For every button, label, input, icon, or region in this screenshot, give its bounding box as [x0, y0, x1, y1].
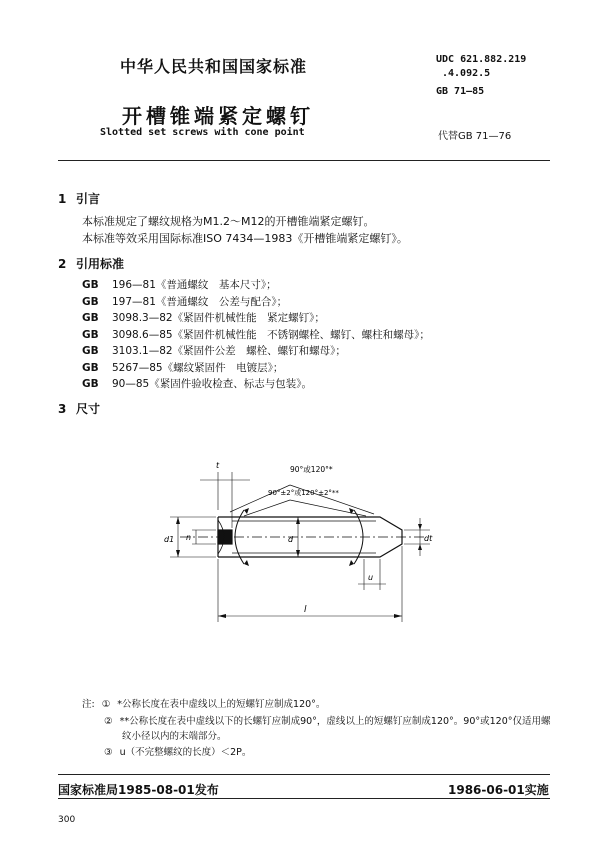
section-title: 尺寸 — [76, 402, 101, 416]
reference-item: GB 3103.1—82《紧固件公差 螺栓、螺钉和螺母》； — [82, 345, 346, 357]
label-d1: d1 — [164, 535, 175, 544]
gb-number: GB 71—85 — [436, 86, 485, 97]
section-1-paragraph-2: 本标准等效采用国际标准ISO 7434—1983《开槽锥端紧定螺钉》。 — [82, 232, 408, 245]
udc-line-2: .4.092.5 — [442, 68, 491, 79]
replaces-standard: 代替GB 71—76 — [438, 131, 512, 142]
section-number: 1 — [58, 192, 67, 206]
page-number: 300 — [58, 815, 76, 825]
arrowhead — [349, 560, 354, 566]
header-divider — [58, 160, 550, 161]
reference-item: GB 197—81《普通螺纹 公差与配合》； — [82, 295, 288, 308]
arrowhead — [244, 560, 249, 566]
label-dt: dt — [424, 534, 433, 543]
slot — [218, 530, 232, 544]
udc-code — [436, 53, 526, 81]
notes-prefix: 注: — [82, 699, 95, 710]
note-3-mark: ③ — [104, 747, 113, 758]
arrowhead — [176, 550, 180, 557]
note-2 — [104, 715, 551, 729]
section-title: 引用标准 — [76, 257, 125, 271]
arrowhead — [244, 508, 249, 514]
label-d: d — [288, 535, 294, 544]
udc-line-1: UDC 621.882.219 — [436, 54, 527, 65]
angle-label-2: 90°±2°或120°±2°** — [268, 489, 339, 497]
label-u: u — [368, 573, 374, 582]
section-1-paragraph-1: 本标准规定了螺纹规格为M1.2～M12的开槽锥端紧定螺钉。 — [82, 215, 375, 228]
standard-title-en: Slotted set screws with cone point — [100, 127, 305, 138]
note-3-text: u（不完整螺纹的长度）＜2P。 — [119, 747, 252, 758]
section-1-heading — [58, 190, 100, 207]
reference-item: GB 3098.6—85《紧固件机械性能 不锈钢螺栓、螺钉、螺柱和螺母》； — [82, 328, 430, 341]
note-1-mark: ① — [101, 699, 111, 710]
arrowhead — [176, 517, 180, 524]
label-n: n — [186, 533, 192, 542]
reference-item: GB 5267—85《螺纹紧固件 电镀层》； — [82, 361, 284, 374]
arrowhead — [394, 614, 402, 618]
standard-title-cn: 开槽锥端紧定螺钉 — [122, 104, 314, 128]
footer-divider — [58, 774, 550, 775]
angle-label-1: 90°或120°* — [290, 465, 333, 474]
section-number: 2 — [58, 257, 67, 271]
arrowhead — [296, 517, 300, 524]
note-1-text: *公称长度在表中虚线以上的短螺钉应制成120°。 — [117, 699, 326, 710]
issue-date: 国家标准局1985-08-01发布 — [58, 783, 219, 797]
set-screw-drawing — [140, 450, 440, 630]
effective-date: 1986-06-01实施 — [448, 783, 549, 797]
angle-leader — [290, 500, 366, 516]
label-l: l — [304, 605, 307, 615]
label-t: t — [216, 461, 220, 470]
section-number: 3 — [58, 402, 67, 416]
reference-item: GB 196—81《普通螺纹 基本尺寸》； — [82, 279, 277, 291]
section-2-heading — [58, 255, 124, 272]
note-1 — [82, 698, 325, 712]
arrowhead — [296, 550, 300, 557]
section-title: 引言 — [76, 192, 101, 206]
arrowhead — [418, 544, 422, 550]
arrowhead — [418, 524, 422, 530]
footer-bottom-divider — [58, 798, 550, 799]
issuing-country-standard-label: 中华人民共和国国家标准 — [120, 57, 308, 76]
reference-list — [82, 277, 430, 393]
note-3 — [104, 746, 251, 760]
arrowhead — [218, 614, 226, 618]
section-3-heading — [58, 400, 100, 417]
note-2-continuation: 纹小径以内的末端部分。 — [122, 731, 227, 742]
reference-item: GB 90—85《紧固件验收检查、标志与包装》。 — [82, 378, 312, 390]
note-2-text: **公称长度在表中虚线以下的长螺钉应制成90°，虚线以上的短螺钉应制成120°。90°或120°仅适用螺 — [119, 716, 551, 727]
reference-item: GB 3098.3—82《紧固件机械性能 紧定螺钉》； — [82, 312, 325, 324]
note-2-mark: ② — [104, 716, 113, 727]
